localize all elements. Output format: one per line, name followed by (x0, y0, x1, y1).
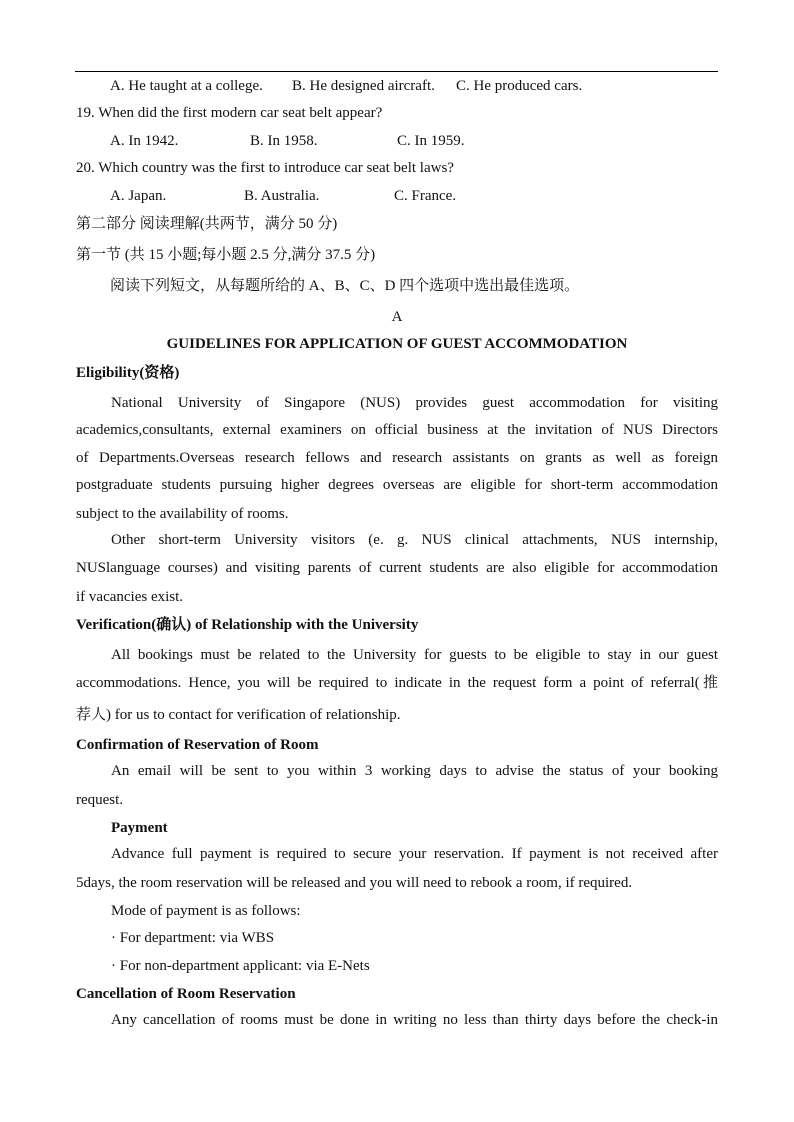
text-line: 荐人) for us to contact for verification of relationship. (76, 707, 401, 723)
q19-option-a: A. In 1942. (110, 133, 179, 149)
confirmation-heading: Confirmation of Reservation of Room (76, 737, 319, 753)
payment-heading: Payment (111, 820, 168, 836)
q18-option-b: B. He designed aircraft. (292, 78, 435, 94)
q20-question: 20. Which country was the first to introduce car seat belt laws? (76, 160, 454, 176)
text-line: An email will be sent to you within 3 working days to advise the status of your booking (111, 763, 718, 779)
payment-mode-department: · For department: via WBS (111, 930, 275, 946)
passage-label: A (391, 309, 403, 325)
verification-heading: Verification(确认) of Relationship with the University (76, 617, 419, 633)
text-line: NUSlanguage courses) and visiting parents of current students are also eligible for accommodation (76, 560, 718, 576)
q19-option-c: C. In 1959. (397, 133, 465, 149)
cancellation-paragraph: Any cancellation of rooms must be done in writing no less than thirty days before the check-in (111, 1012, 718, 1028)
header-rule (75, 71, 718, 72)
q19-question: 19. When did the first modern car seat belt appear? (76, 105, 383, 121)
text-line: subject to the availability of rooms. (76, 506, 289, 522)
q20-option-b: B. Australia. (244, 188, 320, 204)
eligibility-heading: Eligibility(资格) (76, 365, 180, 381)
payment-mode-intro: Mode of payment is as follows: (111, 903, 301, 919)
text-line: if vacancies exist. (76, 589, 184, 605)
text-line: 5days, the room reservation will be released and you will need to rebook a room, if required. (76, 875, 633, 891)
text-line: academics,consultants, external examiners on official business at the invitation of NUS Directors (76, 422, 718, 438)
q20-option-a: A. Japan. (110, 188, 167, 204)
text-line: postgraduate students pursuing higher degrees overseas are eligible for short-term accommodation (76, 477, 718, 493)
text-line: accommodations. Hence, you will be required to indicate in the request form a point of referral(推 (76, 675, 718, 691)
section-instruction: 阅读下列短文，从每题所给的 A、B、C、D 四个选项中选出最佳选项。 (110, 278, 580, 294)
q18-option-c: C. He produced cars. (456, 78, 583, 94)
q19-option-b: B. In 1958. (250, 133, 318, 149)
section1-title: 第一节 (共 15 小题;每小题 2.5 分,满分 37.5 分) (76, 247, 376, 263)
text-line: of Departments.Overseas research fellows and research assistants on grants as well as foreign (76, 450, 718, 466)
cancellation-heading: Cancellation of Room Reservation (76, 986, 296, 1002)
text-line: Other short-term University visitors (e. g. NUS clinical attachments, NUS internship, (111, 532, 718, 548)
q18-option-a: A. He taught at a college. (110, 78, 263, 94)
text-line: request. (76, 792, 124, 808)
text-line: All bookings must be related to the University for guests to be eligible to stay in our guest (111, 647, 718, 663)
text-line: National University of Singapore (NUS) provides guest accommodation for visiting (111, 395, 718, 411)
payment-mode-non-department: · For non-department applicant: via E-Nets (111, 958, 370, 974)
q20-option-c: C. France. (394, 188, 457, 204)
part2-title: 第二部分 阅读理解(共两节，满分 50 分) (76, 216, 338, 232)
passage-title: GUIDELINES FOR APPLICATION OF GUEST ACCOMMODATION (166, 336, 628, 352)
text-line: Advance full payment is required to secure your reservation. If payment is not received after (111, 846, 718, 862)
